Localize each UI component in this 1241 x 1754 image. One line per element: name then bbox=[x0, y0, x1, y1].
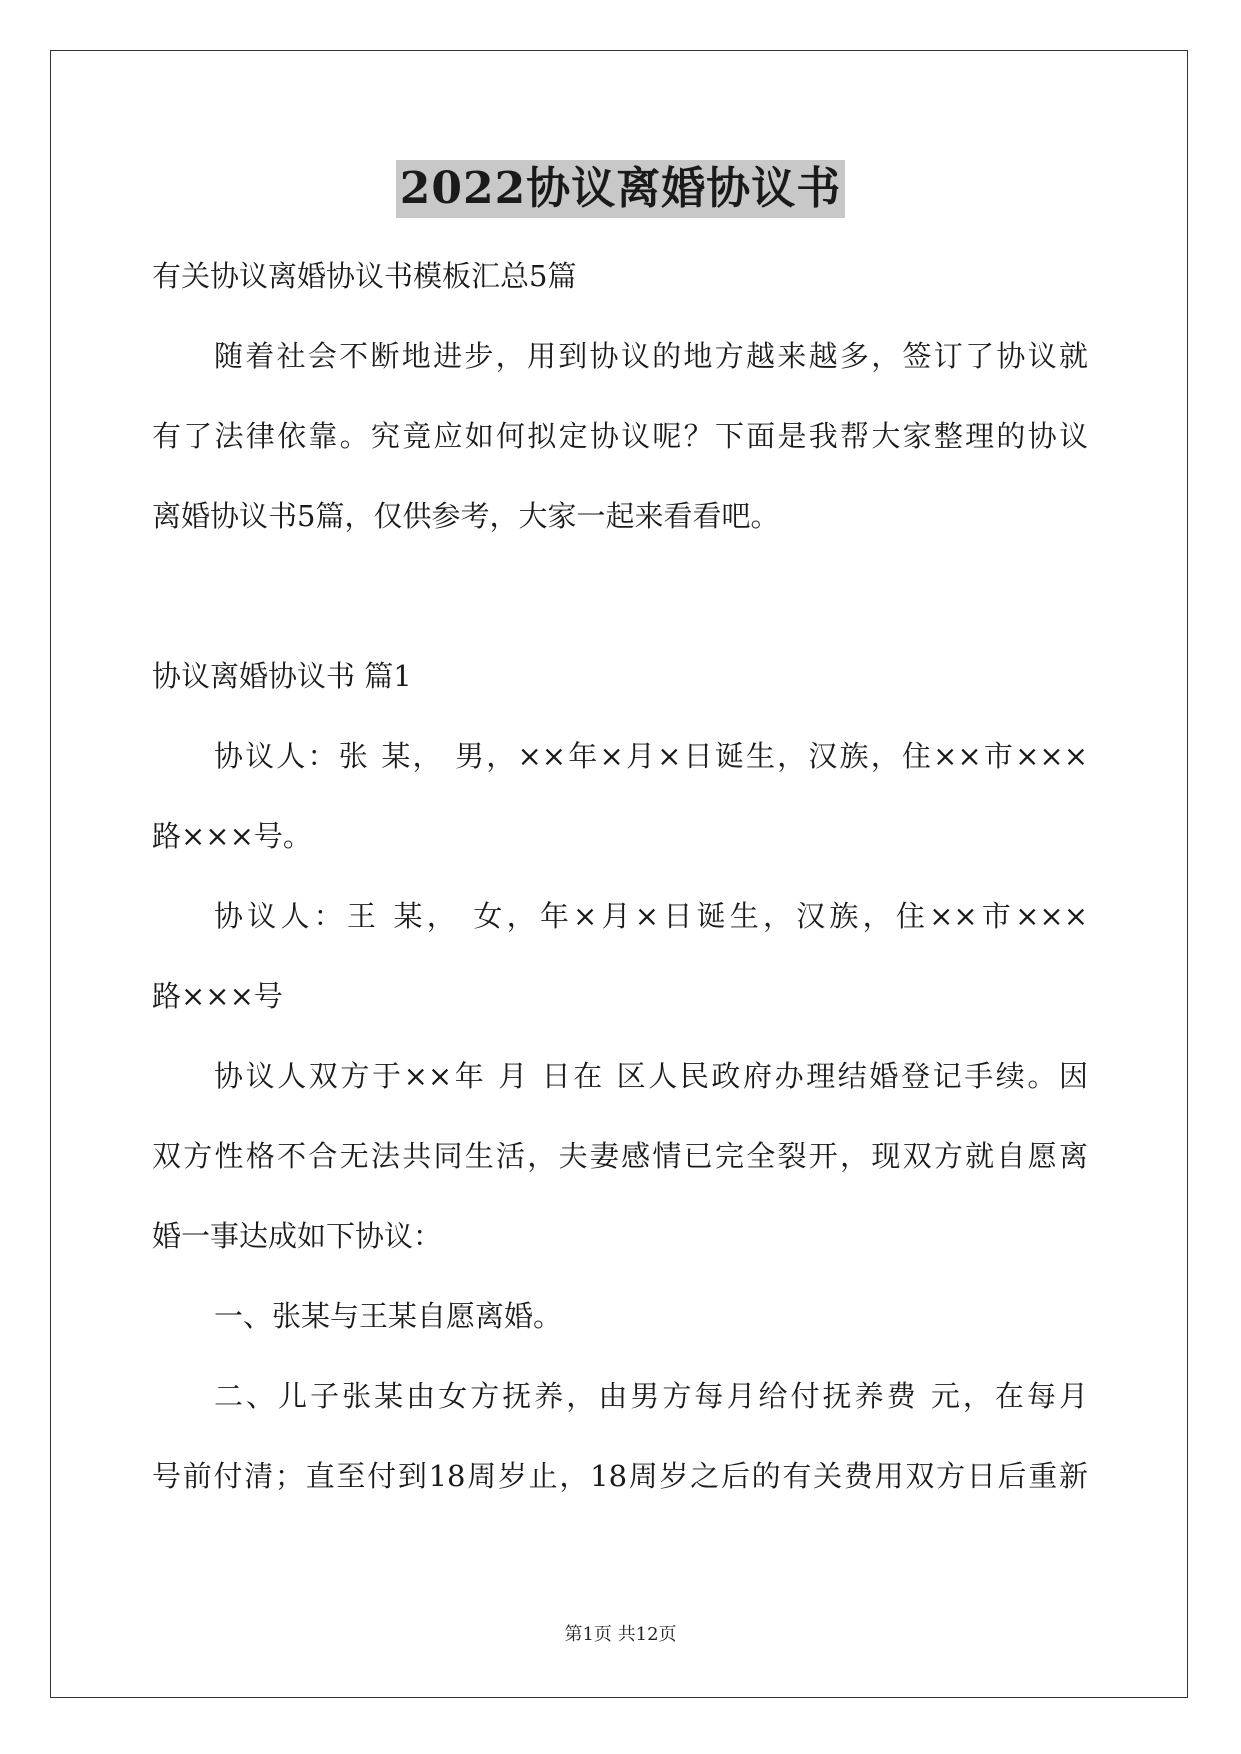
paragraph-line: 协议人：王 某， 女，年×月×日诞生，汉族，住××市××× bbox=[214, 899, 1088, 933]
title-container bbox=[0, 160, 1241, 218]
paragraph-line: 号前付清；直至付到18周岁止，18周岁之后的有关费用双方日后重新 bbox=[152, 1459, 1088, 1493]
paragraph-line: 二、儿子张某由女方抚养，由男方每月给付抚养费 元，在每月 bbox=[214, 1379, 1088, 1413]
blank-line bbox=[152, 556, 1088, 636]
document-body bbox=[152, 236, 1088, 1516]
paragraph-line: 有了法律依靠。究竟应如何拟定协议呢？下面是我帮大家整理的协议 bbox=[152, 419, 1088, 453]
document-title: 2022协议离婚协议书 bbox=[396, 160, 845, 218]
paragraph-line: 双方性格不合无法共同生活，夫妻感情已完全裂开，现双方就自愿离 bbox=[152, 1139, 1088, 1173]
paragraph-line: 协议人双方于××年 月 日在 区人民政府办理结婚登记手续。因 bbox=[214, 1059, 1088, 1093]
paragraph-line: 协议人：张 某， 男，××年×月×日诞生，汉族，住××市××× bbox=[214, 739, 1088, 773]
paragraph-line: 离婚协议书5篇，仅供参考，大家一起来看看吧。 bbox=[152, 499, 780, 533]
section-heading: 协议离婚协议书 篇1 bbox=[152, 659, 412, 693]
paragraph-line: 路×××号。 bbox=[152, 819, 312, 853]
paragraph-line: 一、张某与王某自愿离婚。 bbox=[214, 1299, 563, 1333]
paragraph-line: 随着社会不断地进步，用到协议的地方越来越多，签订了协议就 bbox=[214, 339, 1088, 373]
page-footer: 第1页 共12页 bbox=[564, 1624, 677, 1645]
paragraph-line: 婚一事达成如下协议： bbox=[152, 1219, 443, 1253]
paragraph-line: 路×××号 bbox=[152, 979, 283, 1013]
subtitle-line: 有关协议离婚协议书模板汇总5篇 bbox=[152, 259, 577, 293]
